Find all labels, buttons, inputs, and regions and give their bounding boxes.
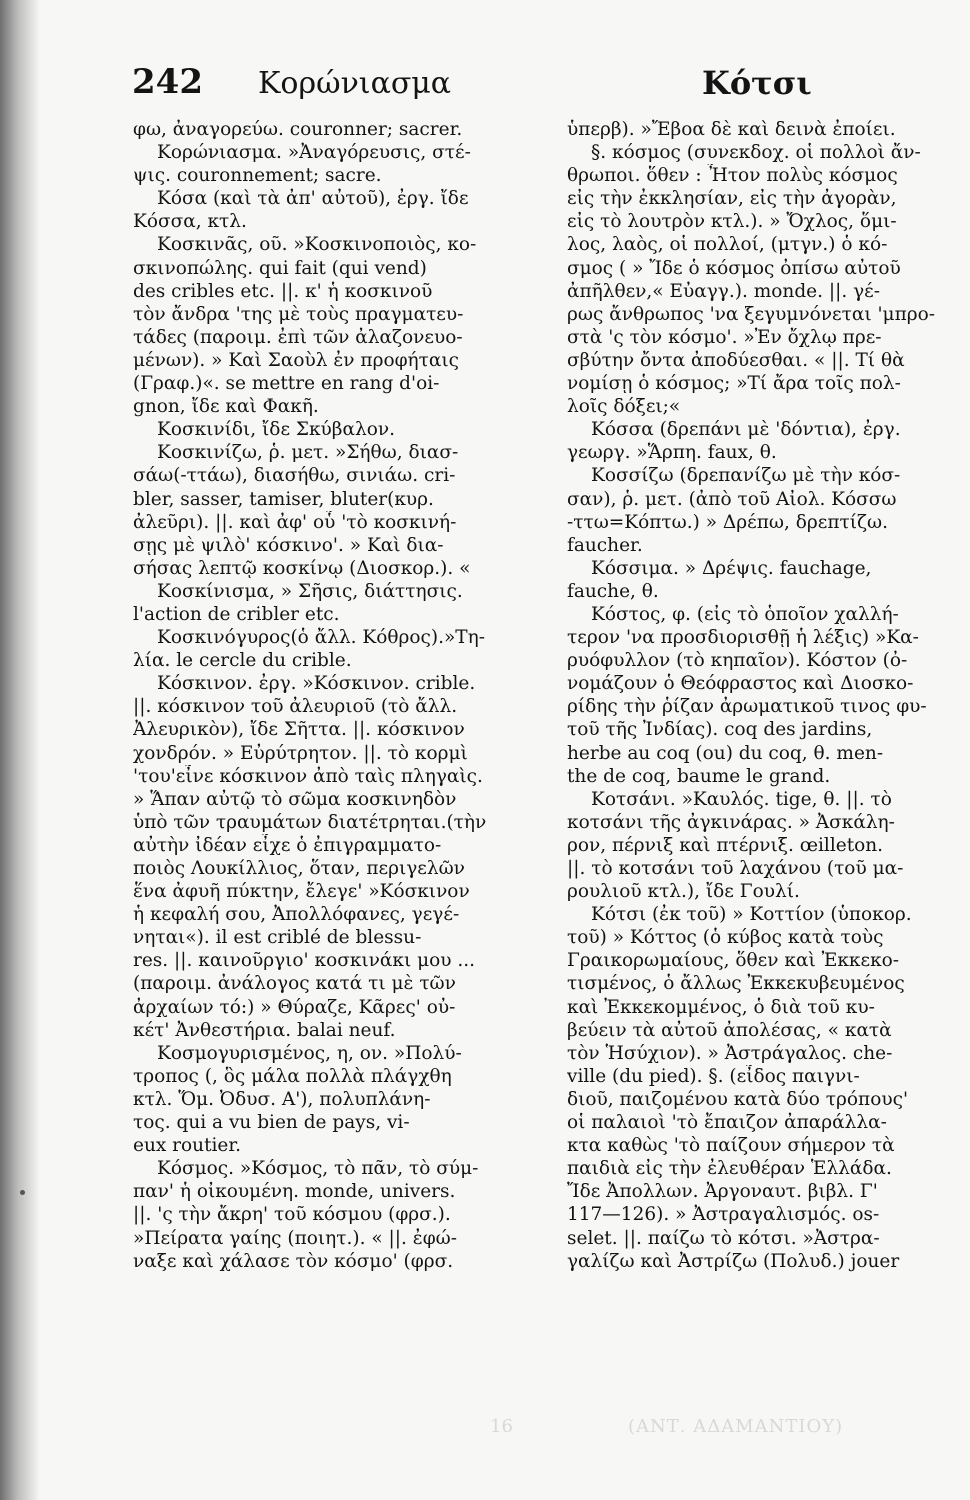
text-line: κέτ' Ἀνθεστήρια. balai neuf.: [133, 1019, 396, 1041]
text-line: σαν), ῥ. μετ. (ἀπὸ τοῦ Αἰολ. Κόσσω: [567, 488, 897, 510]
text-line: κτα καθὼς 'τὸ παίζουν σήμερον τὰ: [567, 1135, 895, 1157]
text-line: 117—126). » Ἀστραγαλισμός. os-: [567, 1204, 880, 1226]
text-line: τισμένος, ὁ ἄλλως Ἐκκεκυβευμένος: [567, 973, 905, 995]
text-line: the de coq, baume le grand.: [567, 765, 831, 787]
text-line: λος, λαὸς, οἱ πολλοί, (μτγν.) ὁ κό-: [567, 234, 888, 256]
text-line: αὐτὴν ἰδέαν εἶχε ὁ ἐπιγραμματο-: [133, 834, 442, 856]
text-line: ρυόφυλλον (τὸ κηπαῖον). Κόστον (ὀ-: [567, 650, 908, 672]
text-line: Κοσκινίδι, ἴδε Σκύβαλον.: [157, 419, 395, 441]
text-line: ville (du pied). §. (εἶδος παιγνι-: [567, 1065, 860, 1087]
text-line: 'του'εἶνε κόσκινον ἀπὸ ταὶς πληγαὶς.: [133, 765, 483, 787]
text-line: faucher.: [567, 534, 643, 556]
text-line: §. κόσμος (συνεκδοχ. οἱ πολλοὶ ἄν-: [591, 142, 921, 164]
text-line: κτλ. Ὅμ. Ὀδυσ. Α'), πολυπλάνη-: [133, 1088, 431, 1110]
text-line: σβύτην ὄντα ἀποδύεσθαι. « ||. Τί θὰ: [567, 349, 905, 371]
text-line: γεωργ. »Ἅρπη. faux, θ.: [567, 442, 777, 464]
text-line: l'action de cribler etc.: [133, 603, 340, 625]
text-line: εἰς τὸ λουτρὸν κτλ.). » Ὄχλος, ὅμι-: [567, 211, 897, 233]
text-line: herbe au coq (ou) du coq, θ. men-: [567, 742, 884, 764]
text-line: Κοσκίνισμα, » Σῆσις, διάττησις.: [157, 580, 463, 602]
text-line: fauche, θ.: [567, 580, 659, 602]
text-line: -ττω=Κόπτω.) » Δρέπω, δρεπτίζω.: [567, 511, 888, 533]
running-head-left: Κορώνιασμα: [258, 66, 452, 101]
text-line: ἀλεῦρι). ||. καὶ ἀφ' οὗ 'τὸ κοσκινή-: [133, 511, 457, 533]
running-head-right: Κότσι: [702, 64, 812, 102]
text-line: gnon, ἴδε καὶ Φακῆ.: [133, 396, 319, 418]
text-line: λία. le cercle du crible.: [133, 650, 352, 672]
text-line: ὑπερβ). »Ἔβοα δὲ καὶ δεινὰ ἐποίει.: [567, 119, 896, 140]
text-line: νομίσῃ ὁ κόσμος; »Τί ἄρα τοῖς πολ-: [567, 373, 901, 395]
ink-speck: [20, 1190, 25, 1195]
text-line: Κοσκινᾶς, οῦ. »Κοσκινοποιὸς, κο-: [157, 234, 477, 256]
text-line: ἡ κεφαλή σου, Ἀπολλόφανες, γεγέ-: [133, 904, 460, 926]
text-line: εἰς τὴν ἐκκλησίαν, εἰς τὴν ἀγορὰν,: [567, 188, 897, 210]
text-line: τοῦ) » Κόττος (ὁ κύβος κατὰ τοὺς: [567, 927, 884, 949]
text-line: λοῖς δόξει;«: [567, 396, 681, 418]
text-line: Κόσσα (δρεπάνι μὲ 'δόντια), ἐργ.: [591, 419, 901, 441]
text-line: γαλίζω καὶ Ἀστρίζω (Πολυδ.) jouer: [567, 1250, 900, 1272]
text-line: ναξε καὶ χάλασε τὸν κόσμο' (φρσ.: [133, 1250, 454, 1272]
text-line: τάδες (παροιμ. ἐπὶ τῶν ἀλαζονευο-: [133, 326, 463, 348]
text-line: (Γραφ.)«. se mettre en rang d'oi-: [133, 373, 440, 395]
text-line: ||. κόσκινον τοῦ ἀλευριοῦ (τὸ ἄλλ.: [133, 696, 458, 718]
text-line: ἕνα ἀφυῆ πύκτην, ἔλεγε' »Κόσκινον: [133, 881, 470, 903]
text-line: ἀπῆλθεν,« Εὐαγγ.). monde. ||. γέ-: [567, 280, 880, 302]
text-line: μένων). » Καὶ Σαοὺλ ἐν προφήταις: [133, 349, 459, 371]
text-line: Κότσι (ἐκ τοῦ) » Κοττίον (ὑποκορ.: [591, 904, 912, 926]
text-line: παιδιὰ εἰς τὴν ἐλευθέραν Ἑλλάδα.: [567, 1158, 892, 1180]
text-line: Κοσμογυρισμένος, η, ον. »Πολύ-: [157, 1042, 462, 1064]
text-line: ρίδης τὴν ῥίζαν ἀρωματικοῦ τινος φυ-: [567, 696, 927, 718]
text-line: νομάζουν ὁ Θεόφραστος καὶ Διοσκο-: [567, 673, 914, 695]
text-line: τερον 'να προσδιορισθῇ ἡ λέξις) »Κα-: [567, 627, 919, 649]
text-line: Κορώνιασμα. »Ἀναγόρευσις, στέ-: [157, 142, 471, 164]
text-line: ρον, πέρνιξ καὶ πτέρνιξ. œilleton.: [567, 834, 884, 856]
text-line: Κόσμος. »Κόσμος, τὸ πᾶν, τὸ σύμ-: [157, 1158, 479, 1180]
text-line: σμος ( » Ἴδε ὁ κόσμος ὀπίσω αὐτοῦ: [567, 257, 901, 279]
text-line: τὸν Ἡσύχιον). » Ἀστράγαλος. che-: [567, 1042, 893, 1064]
text-line: Κόστος, φ. (εἰς τὸ ὁποῖον χαλλή-: [591, 603, 899, 625]
page-number: 242: [132, 62, 203, 102]
text-line: » Ἅπαν αὐτῷ τὸ σῶμα κοσκινηδὸν: [133, 788, 457, 810]
text-line: οἱ παλαιοὶ 'τὸ ἔπαιζον ἀπαράλλα-: [567, 1112, 887, 1134]
text-line: σκινοπώλης. qui fait (qui vend): [133, 257, 427, 279]
text-line: res. ||. καινοῦργιο' κοσκινάκι μου ...: [133, 950, 476, 972]
text-line: βεύειν τὰ αὐτοῦ ἀπολέσας, « κατὰ: [567, 1019, 892, 1041]
text-line: ||. τὸ κοτσάνι τοῦ λαχάνου (τοῦ μα-: [567, 858, 904, 879]
text-line: des cribles etc. ||. κ' ἡ κοσκινοῦ: [133, 280, 433, 302]
text-line: Ἴδε Ἀπολλων. Ἀργοναυτ. βιβλ. Γ': [567, 1181, 878, 1203]
page-gutter-shadow: [0, 0, 40, 1500]
page-header: [132, 62, 910, 108]
text-line: φω, ἀναγορεύω. couronner; sacrer.: [133, 119, 463, 140]
text-line: τὸν ἄνδρα 'της μὲ τοὺς πραγματευ-: [133, 303, 464, 325]
text-line: ὑπὸ τῶν τραυμάτων διατέτρηται.(τὴν: [133, 811, 487, 833]
left-column: [133, 118, 518, 1273]
text-line: νηται«). il est criblé de blessu-: [133, 927, 422, 949]
text-line: »Πείρατα γαίης (ποιητ.). « ||. ἐφώ-: [133, 1227, 457, 1249]
text-line: ||. 'ς τὴν ἄκρη' τοῦ κόσμου (φρσ.).: [133, 1204, 451, 1226]
text-line: ρουλιοῦ κτλ.), ἴδε Γουλί.: [567, 881, 800, 903]
text-line: τροπος (, ὃς μάλα πολλὰ πλάγχθη: [133, 1065, 452, 1087]
text-line: ψις. couronnement; sacre.: [133, 165, 382, 187]
text-line: (παροιμ. ἀνάλογος κατά τι μὲ τῶν: [133, 973, 456, 995]
text-line: eux routier.: [133, 1135, 242, 1157]
text-line: στὰ 'ς τὸν κόσμο'. »Ἐν ὄχλῳ πρε-: [567, 326, 882, 348]
text-line: Κοτσάνι. »Καυλός. tige, θ. ||. τὸ: [591, 788, 892, 810]
text-line: σήσας λεπτῷ κοσκίνῳ (Διοσκορ.). «: [133, 557, 471, 579]
right-column: [567, 118, 952, 1273]
text-line: Ἀλευρικὸν), ἴδε Σῆττα. ||. κόσκινον: [133, 719, 465, 741]
text-line: Κοσκινίζω, ῥ. μετ. »Σήθω, διασ-: [157, 442, 459, 464]
text-line: ἀρχαίων τό:) » Θύραζε, Κᾶρες' οὐ-: [133, 996, 456, 1018]
text-line: ποιὸς Λουκίλλιος, ὅταν, περιγελῶν: [133, 858, 465, 879]
library-stamp: (ΑΝΤ. ΑΔΑΜΑΝΤΙΟΥ): [628, 1416, 844, 1437]
text-line: σάω(-ττάω), διασήθω, σινιάω. cri-: [133, 465, 456, 487]
text-line: Κοσκινόγυρος(ὁ ἄλλ. Κόθρος).»Τη-: [157, 627, 485, 649]
text-line: bler, sasser, tamiser, bluter(κυρ.: [133, 488, 434, 510]
text-line: χονδρόν. » Εὐρύτρητον. ||. τὸ κορμὶ: [133, 742, 468, 764]
text-line: Κόσκινον. ἐργ. »Κόσκινον. crible.: [157, 673, 476, 695]
text-line: διοῦ, παιζομένου κατὰ δύο τρόπους': [567, 1088, 909, 1110]
text-line: Κόσα (καὶ τὰ ἀπ' αὐτοῦ), ἐργ. ἴδε: [157, 188, 469, 210]
text-line: Κόσσα, κτλ.: [133, 211, 247, 233]
text-line: παν' ἡ οἰκουμένη. monde, univers.: [133, 1181, 456, 1203]
text-line: σῃς μὲ ψιλὸ' κόσκινο'. » Καὶ δια-: [133, 534, 444, 556]
text-line: Γραικορωμαίους, ὅθεν καὶ Ἐκκεκο-: [567, 950, 900, 972]
signature-mark: 16: [490, 1416, 513, 1437]
text-line: θρωποι. ὅθεν : Ἦτον πολὺς κόσμος: [567, 165, 898, 187]
text-line: καὶ Ἐκκεκομμένος, ὁ διὰ τοῦ κυ-: [567, 996, 875, 1018]
text-line: Κοσσίζω (δρεπανίζω μὲ τὴν κόσ-: [591, 465, 901, 487]
text-line: ρως ἄνθρωπος 'να ξεγυμνόνεται 'μπρο-: [567, 303, 935, 325]
text-line: selet. ||. παίζω τὸ κότσι. »Ἀστρα-: [567, 1227, 880, 1249]
text-line: τοῦ τῆς Ἰνδίας). coq des jardins,: [567, 719, 873, 741]
text-line: κοτσάνι τῆς ἀγκινάρας. » Ἀσκάλη-: [567, 811, 895, 833]
text-line: τος. qui a vu bien de pays, vi-: [133, 1112, 410, 1134]
page-footer: [0, 1412, 970, 1472]
text-line: Κόσσιμα. » Δρέψις. fauchage,: [591, 557, 872, 579]
